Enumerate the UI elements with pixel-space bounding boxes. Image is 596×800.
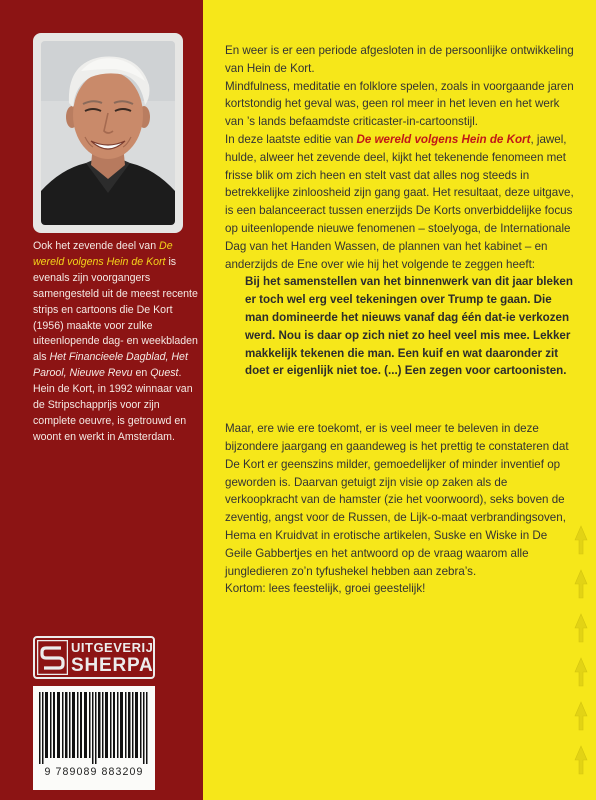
sherpa-s-icon bbox=[37, 640, 68, 675]
blurb-paragraph-4: Maar, ere wie ere toekomt, er is veel meer te beleven in deze bijzondere jaargang en gaandeweg is het prettig te constateren dat De Kort er geenszins milder, gemoedelijker of minder inventief op geworden is. Daarvan getuigt zijn visie op zaken als de verkoopkracht van de hamster (zie het voorwoord), seks boven de zeventig, angst voor de Russen, de Lijk-o-maat verbrandingsoven, Hema en Kruidvat in erotische artikelen, Suske en Wiske in De Geile Gabbertjes en het antwoord op de vraag waarom alle jungledieren zo’n tyfushekel hebben aan zebra’s. bbox=[225, 422, 569, 578]
author-portrait-image bbox=[41, 41, 175, 225]
bio-text: is evenals zijn voorgangers samengesteld uit de meest recente strips en cartoons die De Kort (1956) maakte voor zulke uiteenlopende dag- en weekbladen als bbox=[33, 255, 198, 364]
publisher-line-2: SHERPA bbox=[71, 655, 154, 676]
blurb-text: In deze laatste editie van bbox=[225, 132, 357, 146]
publication-names: Het Financieele Dagblad, Het Parool, Nieuwe Revu bbox=[33, 351, 188, 380]
barcode-bars bbox=[39, 692, 149, 764]
bio-text: en bbox=[132, 367, 151, 380]
author-quote: Bij het samenstellen van het binnenwerk van dit jaar bleken er toch wel erg veel tekeningen over Trump te gaan. Die man domineerde het nieuws vanaf dag één dat-ie verkozen werd. Nou is daar op zich niet zo heel veel mis mee. Lekker makkelijk tekenen die man. Een kuif en wat daaronder zit doet er eigenlijk niet toe. (...) Een zegen voor cartoonisten. bbox=[245, 275, 573, 378]
book-title: De wereld volgens Hein de Kort bbox=[356, 132, 531, 146]
spine-decoration bbox=[572, 520, 590, 790]
blurb-paragraph-2: Mindfulness, meditatie en folklore spelen, zoals in voorgaande jaren kortstondig het geval was, geen rol meer in het leven en het werk van ’s lands befaamdste criticaster-in-cartoonstijl. bbox=[225, 79, 574, 129]
author-photo-frame bbox=[33, 33, 183, 233]
isbn-barcode bbox=[33, 686, 155, 790]
publication-name: Quest bbox=[150, 367, 179, 380]
blurb-paragraph-1: En weer is er een periode afgesloten in de persoonlijke ontwikkeling van Hein de Kort. bbox=[225, 44, 574, 75]
publisher-logo bbox=[33, 636, 155, 679]
author-photo bbox=[41, 41, 175, 225]
blurb-paragraph-3 bbox=[225, 131, 575, 273]
isbn-number: 9 789089 883209 bbox=[44, 766, 144, 778]
blurb-paragraph-5: Kortom: lees feestelijk, groei geestelijk! bbox=[225, 582, 426, 596]
bio-paragraph-1 bbox=[33, 239, 199, 382]
publisher-line-1: UITGEVERIJ bbox=[71, 640, 154, 655]
blurb-text: , jawel, hulde, alweer het zevende deel, kijkt het tekenende fenomeen met frisse blik om zich heen en stelt vast dat alles nog steeds in betrekkelijke zinloosheid zijn gang gaat. Het resultaat, deze uitgave, is een balanceeract tussen enerzijds De Korts onverbiddelijke focus op uiteenlopende nieuwe fenomenen – stoelyoga, de Internationale Dag van het Handen Wassen, de plannen van het kabinet – en anderzijds de Ene over wie hij het volgende te zeggen heeft: bbox=[225, 132, 574, 271]
bio-paragraph-2: Hein de Kort, in 1992 winnaar van de Stripschapprijs voor zijn complete oeuvre, is getrouwd en woont en werkt in Amsterdam. bbox=[33, 383, 193, 443]
author-bio bbox=[33, 239, 199, 446]
paragraph-gap bbox=[225, 380, 575, 420]
book-title: De wereld volgens Hein de Kort bbox=[33, 240, 173, 268]
bio-text: . bbox=[178, 367, 182, 380]
blurb bbox=[225, 42, 575, 598]
bio-text: Ook het zevende deel van bbox=[33, 240, 160, 252]
